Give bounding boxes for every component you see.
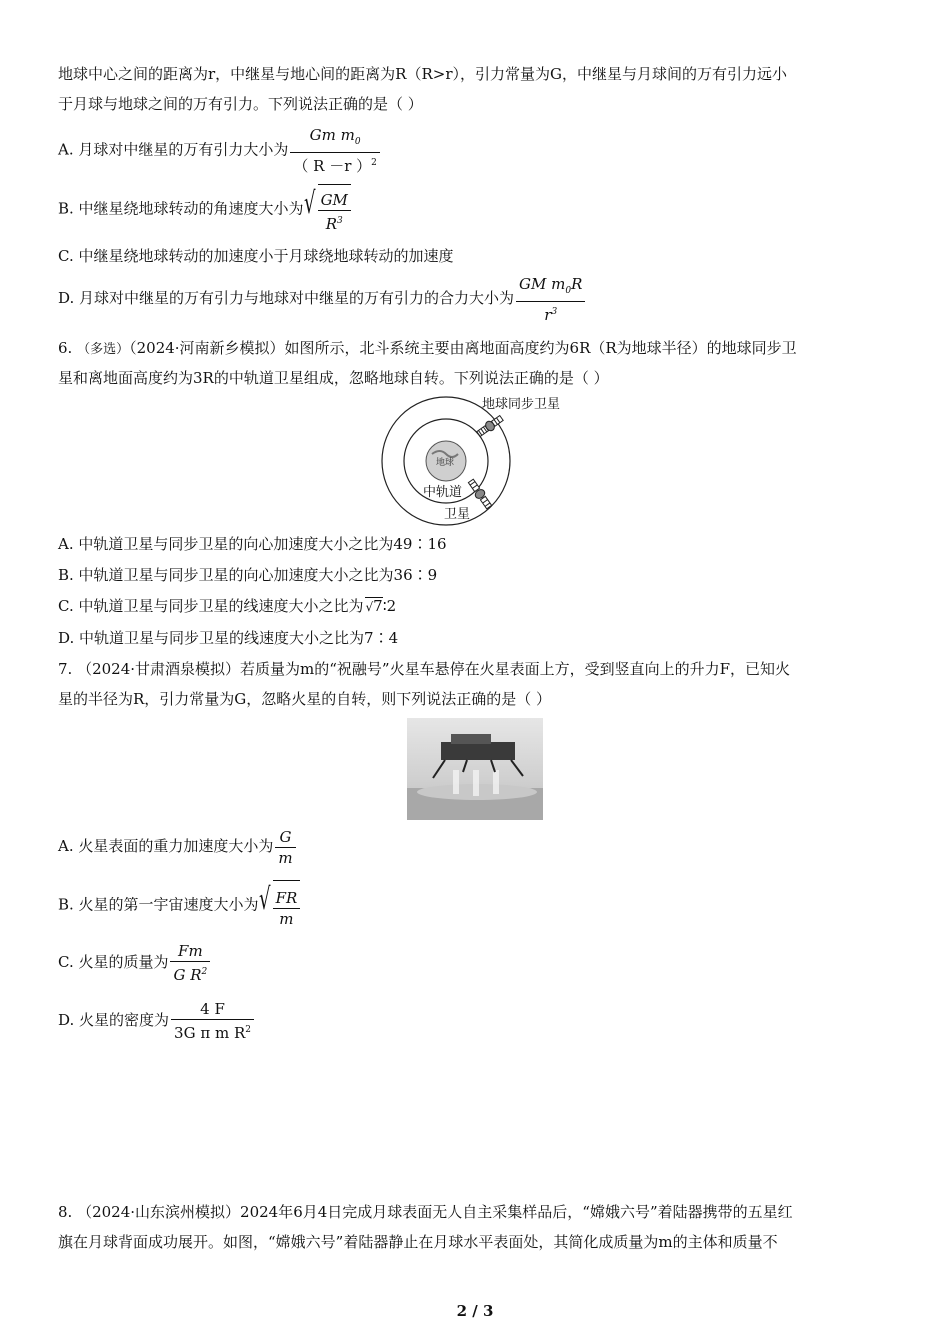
q7-option-c-text: C. 火星的质量为: [58, 953, 169, 971]
q5-a-num-sub: 0: [354, 137, 361, 147]
q7-d-denominator: 3G π m R: [174, 1024, 246, 1042]
q7-b-denominator: m: [279, 909, 294, 928]
q5-option-b-text: B. 中继星绕地球转动的角速度大小为: [58, 199, 304, 218]
q5-stem-line2: 于月球与地球之间的万有引力。下列说法正确的是（ ）: [58, 95, 423, 113]
q5-d-den-sup: 3: [551, 306, 558, 317]
q6-c-radicand: 7: [373, 597, 383, 615]
q7-c-denominator: G R: [173, 966, 202, 984]
q5-option-c: C. 中继星绕地球转动的加速度小于月球绕地球转动的加速度: [58, 247, 454, 265]
q5-a-denominator: （ R －r ）: [293, 157, 372, 175]
label-sync-satellite: 地球同步卫星: [482, 397, 561, 412]
q7-option-a: [58, 824, 298, 868]
q6-multi-tag: （多选）: [77, 342, 130, 357]
q6-option-a: A. 中轨道卫星与同步卫星的向心加速度大小之比为49∶16: [58, 535, 447, 553]
q7-c-den-sup: 2: [201, 967, 208, 977]
q5-d-num-sub: 0: [565, 285, 572, 296]
q5-option-d-text: D. 月球对中继星的万有引力与地球对中继星的万有引力的合力大小为: [58, 289, 515, 307]
q7-a-denominator: m: [278, 848, 293, 867]
q6-number: 6.: [58, 339, 78, 357]
orbit-svg: [378, 394, 578, 528]
q7-stem-line2: 星的半径为R，引力常量为G，忽略火星的自转，则下列说法正确的是（ ）: [58, 690, 552, 708]
q8-stem-line2: 旗在月球背面成功展开。如图，“嫦娥六号”着陆器静止在月球水平表面处，其简化成质量为m的主体和质量不: [58, 1233, 778, 1251]
q7-option-d-text: D. 火星的密度为: [58, 1011, 170, 1029]
q5-option-a: [58, 126, 382, 175]
q7-option-c: [58, 940, 212, 984]
q6-c-suffix: ∶2: [382, 597, 397, 615]
orbit-diagram: [378, 394, 578, 528]
q7-a-numerator: G: [275, 828, 295, 848]
q7-d-den-sup: 2: [245, 1025, 251, 1035]
q5-d-numerator: GM m: [519, 274, 566, 293]
q5-b-denominator: R: [325, 215, 338, 233]
q6-option-c-text: C. 中轨道卫星与同步卫星的线速度大小之比为: [58, 597, 364, 615]
q6-stem-line2: 星和离地面高度约为3R的中轨道卫星组成，忽略地球自转。下列说法正确的是（ ）: [58, 369, 609, 387]
q7-b-numerator: FR: [273, 889, 301, 909]
q5-stem-line1: 地球中心之间的距离为r，中继星与地心间的距离为R（R>r），引力常量为G，中继星与月球间的万有引力远小: [58, 65, 787, 83]
q7-c-fraction: [170, 942, 210, 984]
q7-option-b-text: B. 火星的第一宇宙速度大小为: [58, 895, 259, 914]
q6-option-c: C. 中轨道卫星与同步卫星的线速度大小之比为 √7∶2: [58, 597, 397, 615]
q7-option-b: [58, 880, 300, 931]
mars-lander-photo: [407, 718, 543, 820]
q5-option-a-text: A. 月球对中继星的万有引力大小为: [58, 140, 289, 159]
label-mid-satellite-2: 卫星: [444, 507, 471, 522]
label-earth: 地球: [436, 458, 455, 468]
q5-b-den-sup: 3: [337, 216, 343, 226]
q5-a-den-sup: 2: [371, 158, 377, 168]
q7-option-d: [58, 998, 256, 1042]
q7-stem-line1: 7. （2024·甘肃酒泉模拟）若质量为m的“祝融号”火星车悬停在火星表面上方，受到竖直向上的升力F，已知火: [58, 660, 790, 678]
q6-stem-text: （2024·河南新乡模拟）如图所示，北斗系统主要由离地面高度约为6R（R为地球半径）的地球同步卫: [129, 339, 797, 357]
q5-d-denominator: r: [544, 305, 552, 324]
lander-body: [441, 742, 515, 760]
q5-option-d-fraction: [516, 275, 585, 324]
q7-a-fraction: [275, 828, 295, 867]
q7-b-radical: √ $\frac{FR}{m}$: [259, 880, 301, 931]
q5-a-numerator: Gm m: [309, 126, 355, 144]
q5-option-a-fraction: [290, 126, 380, 175]
mid-satellite-icon: [467, 478, 494, 510]
q7-option-a-text: A. 火星表面的重力加速度大小为: [58, 837, 274, 855]
q8-stem-line1: 8. （2024·山东滨州模拟）2024年6月4日完成月球表面无人自主采集样品后，“嫦娥六号”着陆器携带的五星红: [58, 1203, 793, 1221]
q5-option-d: [58, 274, 587, 324]
q7-c-numerator: Fm: [170, 942, 210, 962]
q5-d-num-tail: R: [571, 274, 583, 293]
q6-option-b: B. 中轨道卫星与同步卫星的向心加速度大小之比为36∶9: [58, 566, 438, 584]
page-number: 2 / 3: [456, 1302, 494, 1320]
q5-b-numerator: GM: [318, 191, 351, 211]
q5-b-radical: √ $\frac{GM}{R^3}$: [304, 184, 351, 235]
q7-d-fraction: [171, 1000, 254, 1042]
q6-stem-line1: [58, 338, 797, 360]
q7-d-numerator: 4 F: [171, 1000, 254, 1020]
q6-option-d: D. 中轨道卫星与同步卫星的线速度大小之比为7∶4: [58, 629, 399, 647]
label-mid-satellite-1: 中轨道: [423, 485, 463, 500]
lander-svg: [407, 718, 543, 820]
q5-option-b: [58, 184, 351, 235]
